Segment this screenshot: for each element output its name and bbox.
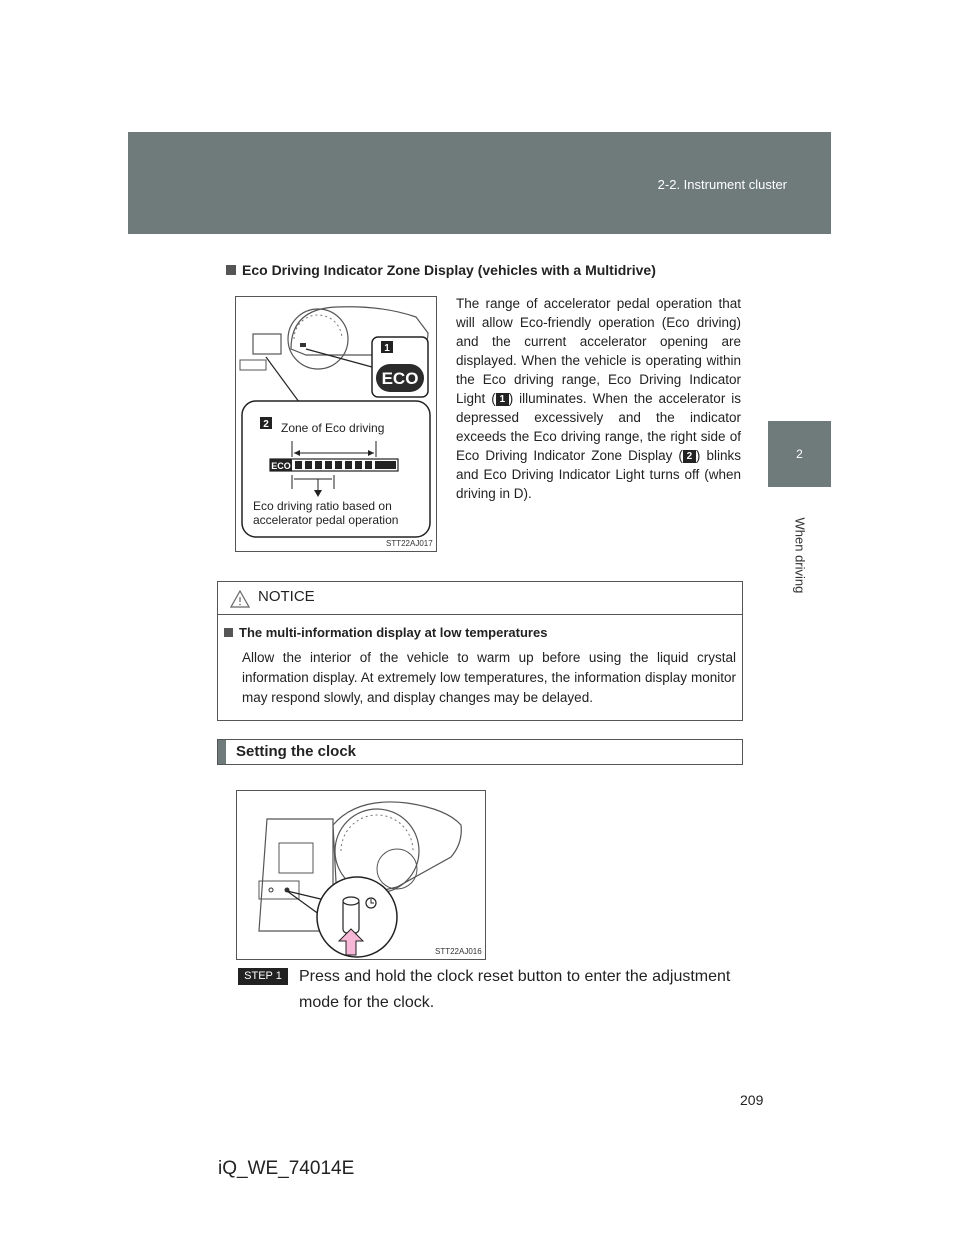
chapter-label: When driving <box>792 517 808 594</box>
figure-code: STT22AJ017 <box>386 539 433 548</box>
clock-section-header <box>217 739 743 765</box>
indicator-light <box>300 343 306 347</box>
clock-section-title: Setting the clock <box>236 743 357 760</box>
warning-triangle-icon <box>230 590 250 608</box>
desc-part-3: ) blinks and Eco Driving Indicator Light turns off (when driving in D). <box>456 448 741 501</box>
eco-heading <box>226 262 656 278</box>
desc-part-2: ) illuminates. When the accelerator is depressed excessively and the indicator exceeds the Eco driving range, the right side of Eco Driving Indicator Zone Display ( <box>456 391 741 463</box>
bullet-square-icon <box>226 265 236 275</box>
clock-figure <box>236 790 486 960</box>
step-badge: STEP 1 <box>238 968 288 985</box>
callout-2-label: 2 <box>263 419 269 430</box>
eco-description <box>456 294 741 503</box>
eco-heading-text: Eco Driving Indicator Zone Display (vehicles with a Multidrive) <box>242 262 656 278</box>
zone-bar-segments <box>295 461 396 469</box>
lcd-display <box>279 843 313 873</box>
page-number: 209 <box>740 1092 764 1108</box>
notice-heading <box>224 625 547 640</box>
eco-illustration <box>236 297 436 551</box>
zone-bar-eco-text: ECO <box>271 461 291 471</box>
lcd-display <box>253 334 281 354</box>
odo-button <box>269 888 273 892</box>
ratio-label-line2: accelerator pedal operation <box>253 513 399 527</box>
callout-line-2 <box>306 349 372 367</box>
eco-badge-text: ECO <box>381 369 419 388</box>
zone-label: Zone of Eco driving <box>281 421 385 435</box>
step-instruction: Press and hold the clock reset button to enter the adjustment mode for the clock. <box>299 968 731 1011</box>
section-accent-bar <box>218 740 226 764</box>
clock-illustration <box>237 791 485 959</box>
speedometer-ring <box>288 309 348 369</box>
eco-figure <box>235 296 437 552</box>
reset-button-panel <box>259 881 299 899</box>
figure-code: STT22AJ016 <box>435 947 482 956</box>
document-code: iQ_WE_74014E <box>218 1158 355 1179</box>
notice-heading-text: The multi-information display at low temperatures <box>239 625 548 640</box>
ratio-label-line1: Eco driving ratio based on <box>253 499 392 513</box>
chapter-tab: 2 <box>768 421 831 487</box>
callout-1-icon: 1 <box>496 393 509 406</box>
page-header <box>128 132 831 234</box>
notice-divider <box>218 614 742 615</box>
notice-box <box>217 581 743 721</box>
desc-part-1: The range of accelerator pedal operation that will allow Eco-friendly operation (Eco driving) and the current accelerator opening are displayed. When the vehicle is operating within the Eco driving range, Eco Driving Indicator Light ( <box>456 296 741 406</box>
notice-body: Allow the interior of the vehicle to warm up before using the liquid crystal information display. At extremely low temperatures, the information display monitor may respond slowly, and display changes may be delayed. <box>242 650 736 705</box>
speedometer-ticks <box>294 315 342 339</box>
bullet-square-icon <box>224 628 233 637</box>
small-switch <box>240 360 266 370</box>
callout-1-label: 1 <box>384 343 390 354</box>
tachometer-ring <box>377 849 417 889</box>
button-top <box>343 897 359 905</box>
speedometer-ticks <box>341 815 413 851</box>
section-title: 2-2. Instrument cluster <box>657 177 787 192</box>
notice-title: NOTICE <box>258 588 315 605</box>
callout-2-icon: 2 <box>683 450 696 463</box>
